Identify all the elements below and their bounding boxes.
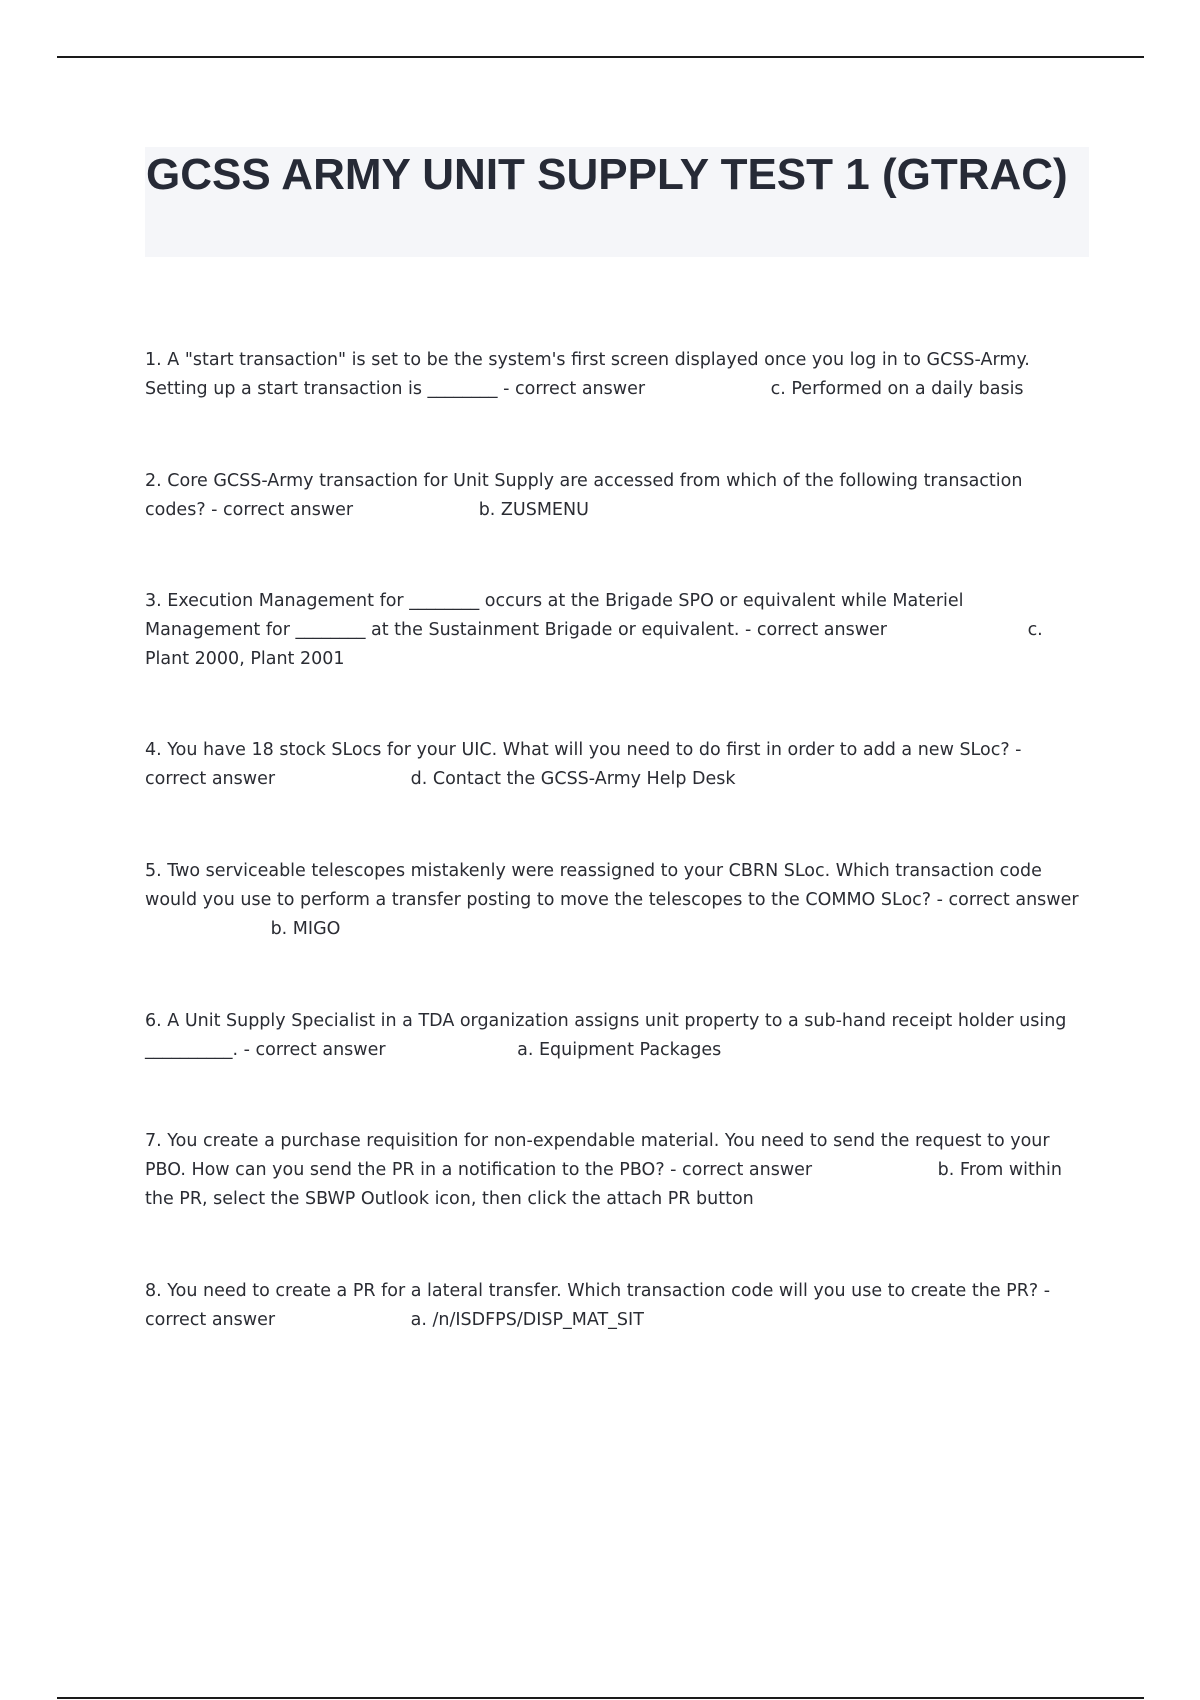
answer-text: a. Equipment Packages <box>517 1040 722 1060</box>
question-text: Execution Management for ________ occurs at the Brigade SPO or equivalent while Materiel Management for ________ at the Sustainment Brigade or equivalent. - correct answer <box>145 591 964 640</box>
question-8 <box>145 1277 1081 1335</box>
question-text: You need to create a PR for a lateral transfer. Which transaction code will you use to create the PR? - correct answer <box>145 1281 1051 1330</box>
question-number: 1. <box>145 350 162 370</box>
question-text: You create a purchase requisition for non-expendable material. You need to send the request to your PBO. How can you send the PR in a notification to the PBO? - correct answer <box>145 1131 1050 1180</box>
answer-text: b. ZUSMENU <box>478 500 589 520</box>
question-text: A "start transaction" is set to be the system's first screen displayed once you log in to GCSS-Army. Setting up a start transaction is ________ - correct answer <box>145 350 1030 399</box>
question-text: Core GCSS-Army transaction for Unit Supply are accessed from which of the following transaction codes? - correct answer <box>145 471 1023 520</box>
question-3 <box>145 587 1081 674</box>
answer-text: b. From within the PR, select the SBWP Outlook icon, then click the attach PR button <box>145 1160 1062 1209</box>
question-text: Two serviceable telescopes mistakenly were reassigned to your CBRN SLoc. Which transaction code would you use to perform a transfer posting to move the telescopes to the COMMO SLoc? - correct answer <box>145 861 1079 910</box>
question-6 <box>145 1007 1081 1065</box>
top-rule <box>57 56 1144 58</box>
document-title: GCSS ARMY UNIT SUPPLY TEST 1 (GTRAC) <box>146 150 1068 199</box>
question-4 <box>145 736 1081 794</box>
question-number: 6. <box>145 1011 162 1031</box>
bottom-rule <box>57 1697 1144 1699</box>
question-number: 5. <box>145 861 162 881</box>
answer-text: a. /n/ISDFPS/DISP_MAT_SIT <box>410 1310 644 1330</box>
question-number: 4. <box>145 740 162 760</box>
question-text: A Unit Supply Specialist in a TDA organization assigns unit property to a sub-hand receipt holder using __________. - correct answer <box>145 1011 1067 1060</box>
question-2 <box>145 467 1081 525</box>
question-text: You have 18 stock SLocs for your UIC. What will you need to do first in order to add a new SLoc? - correct answer <box>145 740 1022 789</box>
answer-text: d. Contact the GCSS-Army Help Desk <box>410 769 736 789</box>
question-number: 2. <box>145 471 162 491</box>
question-number: 8. <box>145 1281 162 1301</box>
question-5 <box>145 857 1081 944</box>
answer-text: c. Plant 2000, Plant 2001 <box>145 620 1043 669</box>
question-1 <box>145 346 1081 404</box>
question-7 <box>145 1127 1081 1214</box>
answer-text: c. Performed on a daily basis <box>770 379 1024 399</box>
answer-text: b. MIGO <box>270 919 341 939</box>
question-number: 7. <box>145 1131 162 1151</box>
question-number: 3. <box>145 591 162 611</box>
